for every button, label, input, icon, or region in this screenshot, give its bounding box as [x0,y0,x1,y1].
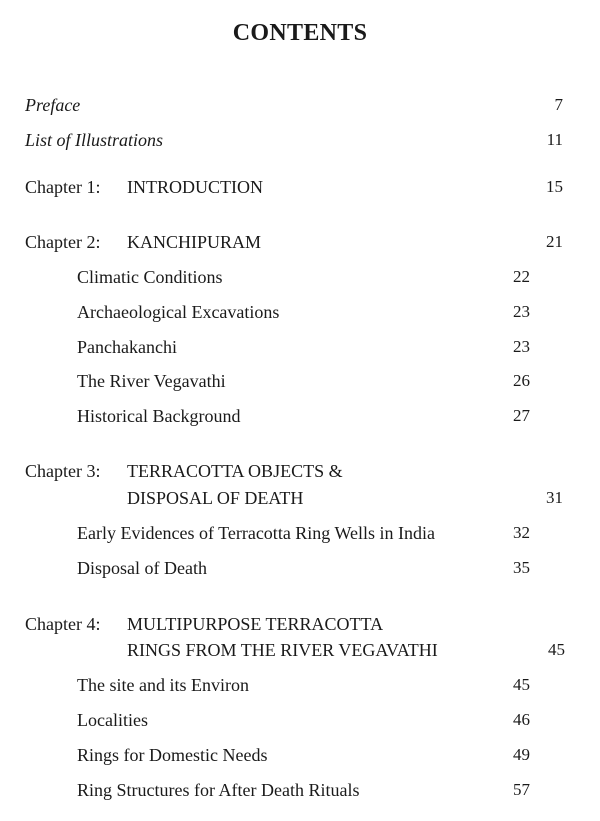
toc-chapter-1[interactable] [25,176,263,198]
chapter-title-continued: DISPOSAL OF DEATH [127,488,304,508]
chapter-label: Chapter 1: [25,177,101,197]
toc-section[interactable]: Climatic Conditions [77,267,223,287]
toc-page-number: 21 [546,232,563,251]
toc-section[interactable]: The River Vegavathi [77,371,226,391]
toc-section[interactable]: Localities [77,710,148,730]
toc-section[interactable]: Archaeological Excavations [77,302,280,322]
page-title: CONTENTS [232,20,368,46]
toc-section[interactable]: Early Evidences of Terracotta Ring Wells in India [77,523,436,543]
toc-entry-preface[interactable]: Preface [25,95,81,115]
toc-section[interactable]: Ring Structures for After Death Rituals [77,780,360,800]
toc-section[interactable]: The site and its Environ [77,675,249,695]
chapter-title: KANCHIPURAM [127,232,262,252]
toc-section[interactable]: Panchakanchi [77,337,177,357]
chapter-label: Chapter 4: [25,614,101,634]
toc-section[interactable]: Disposal of Death [77,558,207,578]
toc-page-number: 22 [513,267,530,286]
chapter-label: Chapter 3: [25,461,101,481]
toc-page-number: 23 [513,337,530,356]
toc-page-number: 32 [513,523,530,542]
toc-entry-list-of-illustrations[interactable]: List of Illustrations [25,130,164,150]
toc-page-number: 35 [513,558,530,577]
chapter-label: Chapter 2: [25,232,101,252]
toc-page-number: 11 [546,130,563,149]
toc-page-number: 23 [513,302,530,321]
toc-page-number: 27 [513,406,530,425]
chapter-title: TERRACOTTA OBJECTS & [127,461,343,481]
toc-page-number: 15 [546,177,563,196]
toc-page-number: 45 [548,640,565,659]
toc-chapter-3[interactable] [25,460,343,482]
chapter-title: INTRODUCTION [127,177,263,197]
chapter-title: MULTIPURPOSE TERRACOTTA [127,614,384,634]
toc-section[interactable]: Historical Background [77,406,241,426]
toc-page-number: 45 [513,675,530,694]
chapter-title-continued: RINGS FROM THE RIVER VEGAVATHI [127,640,438,660]
toc-page-number: 26 [513,371,530,390]
toc-page-number: 57 [513,780,530,799]
toc-section[interactable]: Rings for Domestic Needs [77,745,268,765]
toc-page-number: 46 [513,710,530,729]
toc-page-number: 49 [513,745,530,764]
toc-chapter-4[interactable] [25,613,383,635]
toc-page-number: 31 [546,488,563,507]
toc-chapter-2[interactable] [25,231,261,253]
toc-page-number: 7 [554,95,563,114]
